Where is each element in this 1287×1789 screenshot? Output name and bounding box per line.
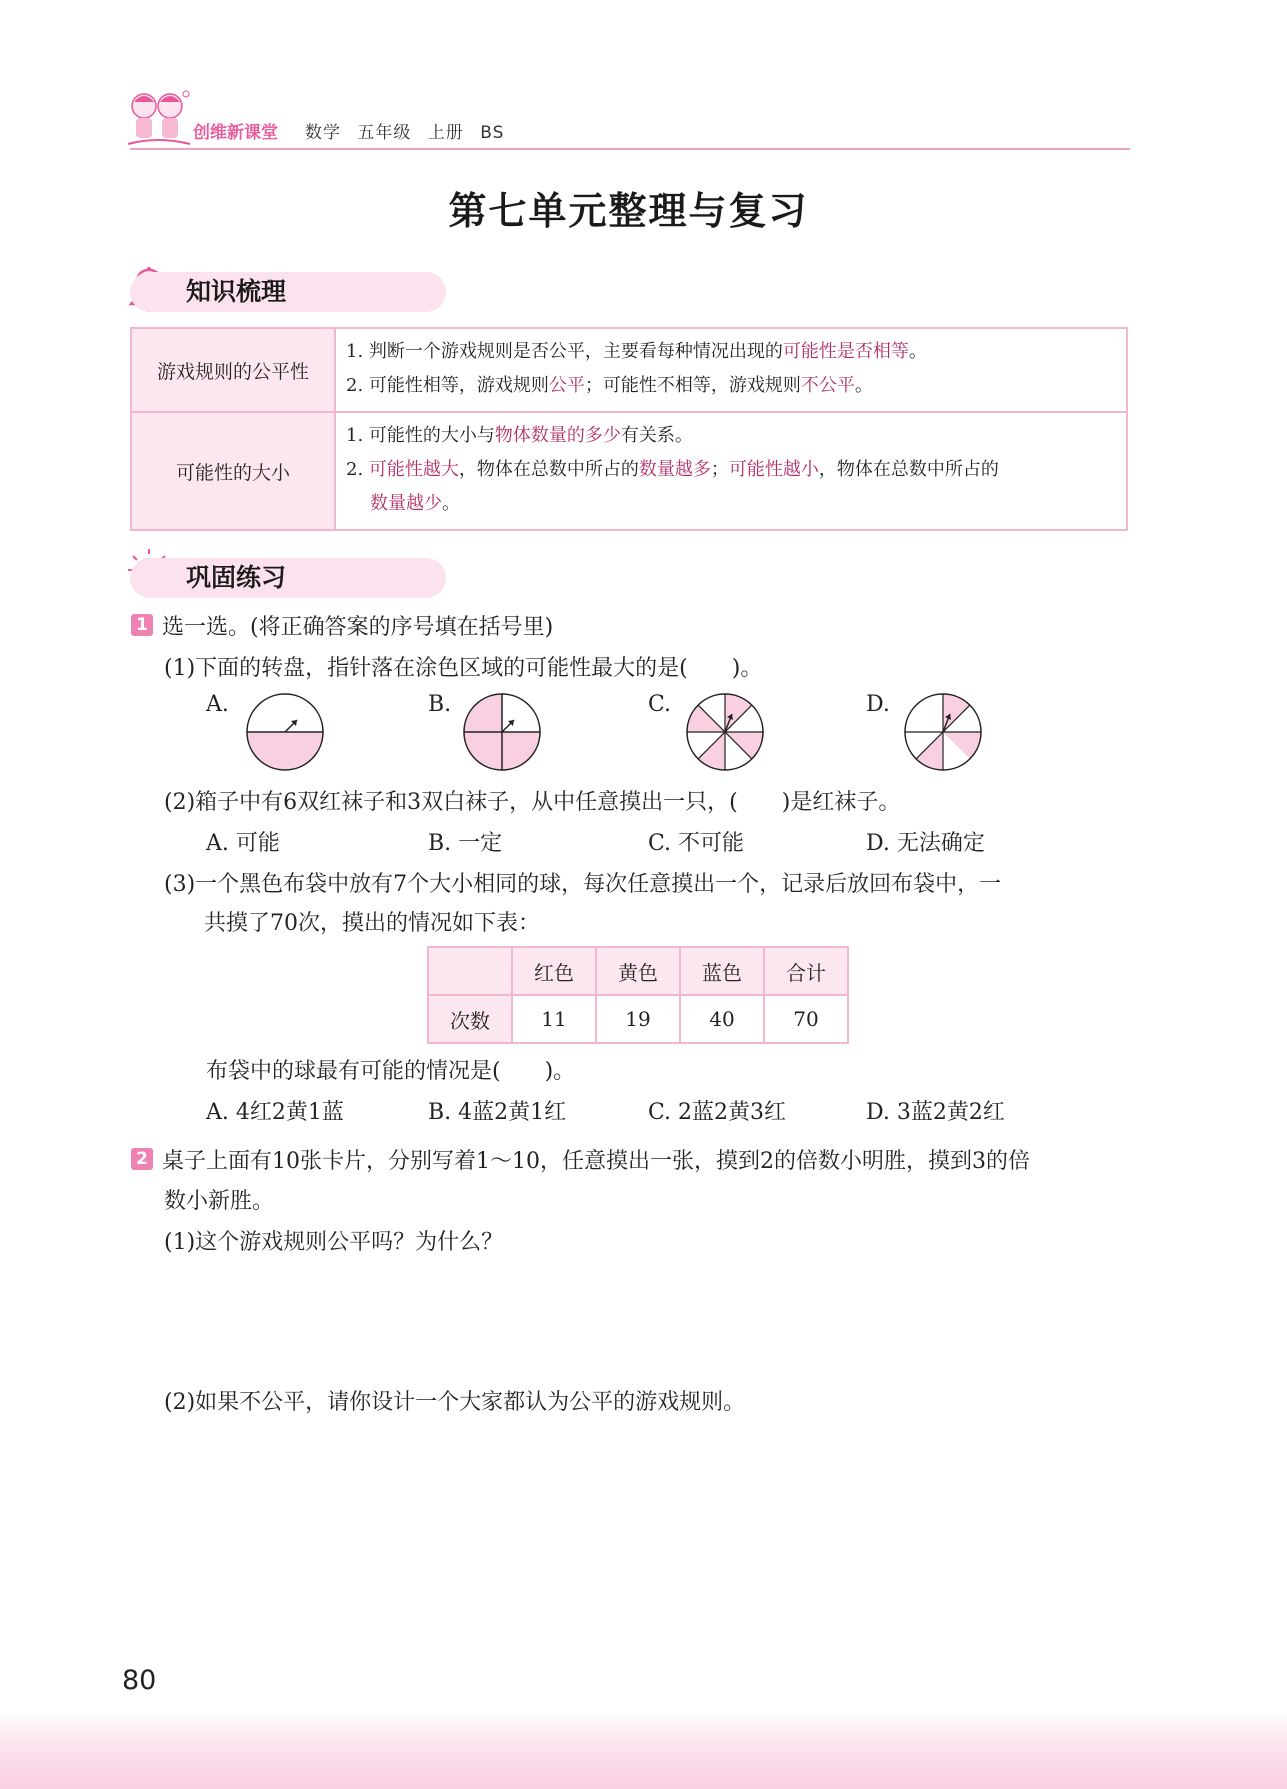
- footer-band: [0, 1712, 1287, 1789]
- text: 2. 可能性相等，游戏规则: [346, 375, 549, 396]
- subquestion-2: (2)箱子中有6双红袜子和3双白袜子，从中任意摸出一只，( )是红袜子。: [164, 790, 901, 815]
- volume-label: 上册: [427, 123, 464, 143]
- highlight-text: 不公平: [800, 375, 855, 396]
- option-label-c: C.: [648, 692, 672, 717]
- answer-space[interactable]: [164, 1265, 1124, 1375]
- brand-name: 创维新课堂: [193, 123, 278, 143]
- table-row: [131, 328, 1127, 412]
- grade-label: 五年级: [357, 123, 412, 143]
- question-stem-line2: 数小新胜。: [164, 1189, 275, 1214]
- row-label: 游戏规则的公平性: [131, 328, 335, 412]
- question-stem: 选一选。(将正确答案的序号填在括号里): [162, 615, 554, 640]
- section-heading-practice: [130, 558, 446, 598]
- knowledge-table: [130, 327, 1128, 531]
- subquestion-3-line2: 共摸了70次，摸出的情况如下表：: [204, 911, 540, 936]
- rule-line: [346, 369, 1116, 403]
- subquestion-1: (1)下面的转盘，指针落在涂色区域的可能性最大的是( )。: [164, 656, 763, 681]
- text: 1. 判断一个游戏规则是否公平，主要看每种情况出现的: [346, 341, 783, 362]
- row-content: [335, 328, 1127, 412]
- table-cell: 11: [512, 995, 596, 1043]
- highlight-text: 数量越多: [638, 459, 711, 480]
- table-header-cell: 黄色: [596, 947, 680, 995]
- text: 。: [854, 375, 873, 396]
- edition-label: BS: [480, 123, 505, 143]
- highlight-text: 数量越少: [370, 493, 442, 514]
- question-stem-line1: 桌子上面有10张卡片，分别写着1～10，任意摸出一张，摸到2的倍数小明胜，摸到3的倍: [162, 1149, 1030, 1174]
- text: ；可能性不相等，游戏规则: [584, 375, 801, 396]
- option-a: A. 可能: [206, 831, 280, 856]
- page-title: 第七单元整理与复习: [448, 189, 809, 233]
- option-c: C. 2蓝2黄3红: [648, 1100, 787, 1125]
- header-divider: [130, 148, 1130, 150]
- text: ；: [710, 459, 729, 480]
- rule-line: [346, 487, 1116, 521]
- text: ，物体在总数中所占的: [458, 459, 639, 480]
- section-heading-text: 知识梳理: [186, 277, 287, 306]
- option-d: D. 无法确定: [866, 831, 985, 856]
- text: 2.: [346, 459, 369, 480]
- subquestion-3-ask: 布袋中的球最有可能的情况是( )。: [206, 1059, 576, 1084]
- subquestion-3-line1: (3)一个黑色布袋中放有7个大小相同的球，每次任意摸出一个，记录后放回布袋中，一: [164, 872, 1002, 897]
- question-number-badge: 2: [131, 1148, 153, 1170]
- rule-line: [346, 453, 1116, 487]
- text: 1. 可能性的大小与: [346, 425, 495, 446]
- rule-line: [346, 335, 1116, 369]
- mascot-logo: [126, 88, 192, 150]
- book-info: [305, 118, 514, 143]
- table-row: [428, 995, 848, 1043]
- option-label-b: B.: [428, 692, 452, 717]
- text: 。: [908, 341, 927, 362]
- table-header-cell: 蓝色: [680, 947, 764, 995]
- text: 有关系。: [620, 425, 693, 446]
- question-number-badge: 1: [131, 614, 153, 636]
- option-b: B. 4蓝2黄1红: [428, 1100, 567, 1125]
- rule-line: [346, 419, 1116, 453]
- row-content: [335, 412, 1127, 530]
- table-cell: 40: [680, 995, 764, 1043]
- subject-label: 数学: [305, 123, 341, 143]
- section-heading-text: 巩固练习: [186, 563, 287, 592]
- option-d: D. 3蓝2黄2红: [866, 1100, 1005, 1125]
- table-header-cell: 红色: [512, 947, 596, 995]
- subquestion-1: (1)这个游戏规则公平吗？为什么？: [164, 1230, 504, 1255]
- table-header-cell: 合计: [764, 947, 848, 995]
- table-header-row: [428, 947, 848, 995]
- table-row-label: 次数: [428, 995, 512, 1043]
- highlight-text: 可能性越小: [728, 459, 819, 480]
- spinner-c-icon: [685, 692, 765, 772]
- spinner-a-icon: [245, 692, 325, 772]
- subquestion-2: (2)如果不公平，请你设计一个大家都认为公平的游戏规则。: [164, 1390, 746, 1415]
- text: ，物体在总数中所占的: [818, 459, 999, 480]
- option-a: A. 4红2黄1蓝: [206, 1100, 344, 1125]
- option-c: C. 不可能: [648, 831, 745, 856]
- highlight-text: 物体数量的多少: [494, 425, 621, 446]
- table-cell: 70: [764, 995, 848, 1043]
- option-label-d: D.: [866, 692, 890, 717]
- highlight-text: 可能性越大: [368, 459, 459, 480]
- page-number: 80: [122, 1665, 157, 1696]
- option-b: B. 一定: [428, 831, 503, 856]
- option-label-a: A.: [206, 692, 229, 717]
- text: 。: [442, 493, 460, 514]
- spinner-d-icon: [903, 692, 983, 772]
- table-cell: 19: [596, 995, 680, 1043]
- table-row: [131, 412, 1127, 530]
- frequency-table: [427, 946, 849, 1044]
- table-header-cell: [428, 947, 512, 995]
- highlight-text: 可能性是否相等: [782, 341, 909, 362]
- row-label: 可能性的大小: [131, 412, 335, 530]
- section-heading-knowledge: [130, 272, 446, 312]
- answer-space[interactable]: [164, 1425, 1124, 1625]
- spinner-b-icon: [462, 692, 542, 772]
- highlight-text: 公平: [548, 375, 585, 396]
